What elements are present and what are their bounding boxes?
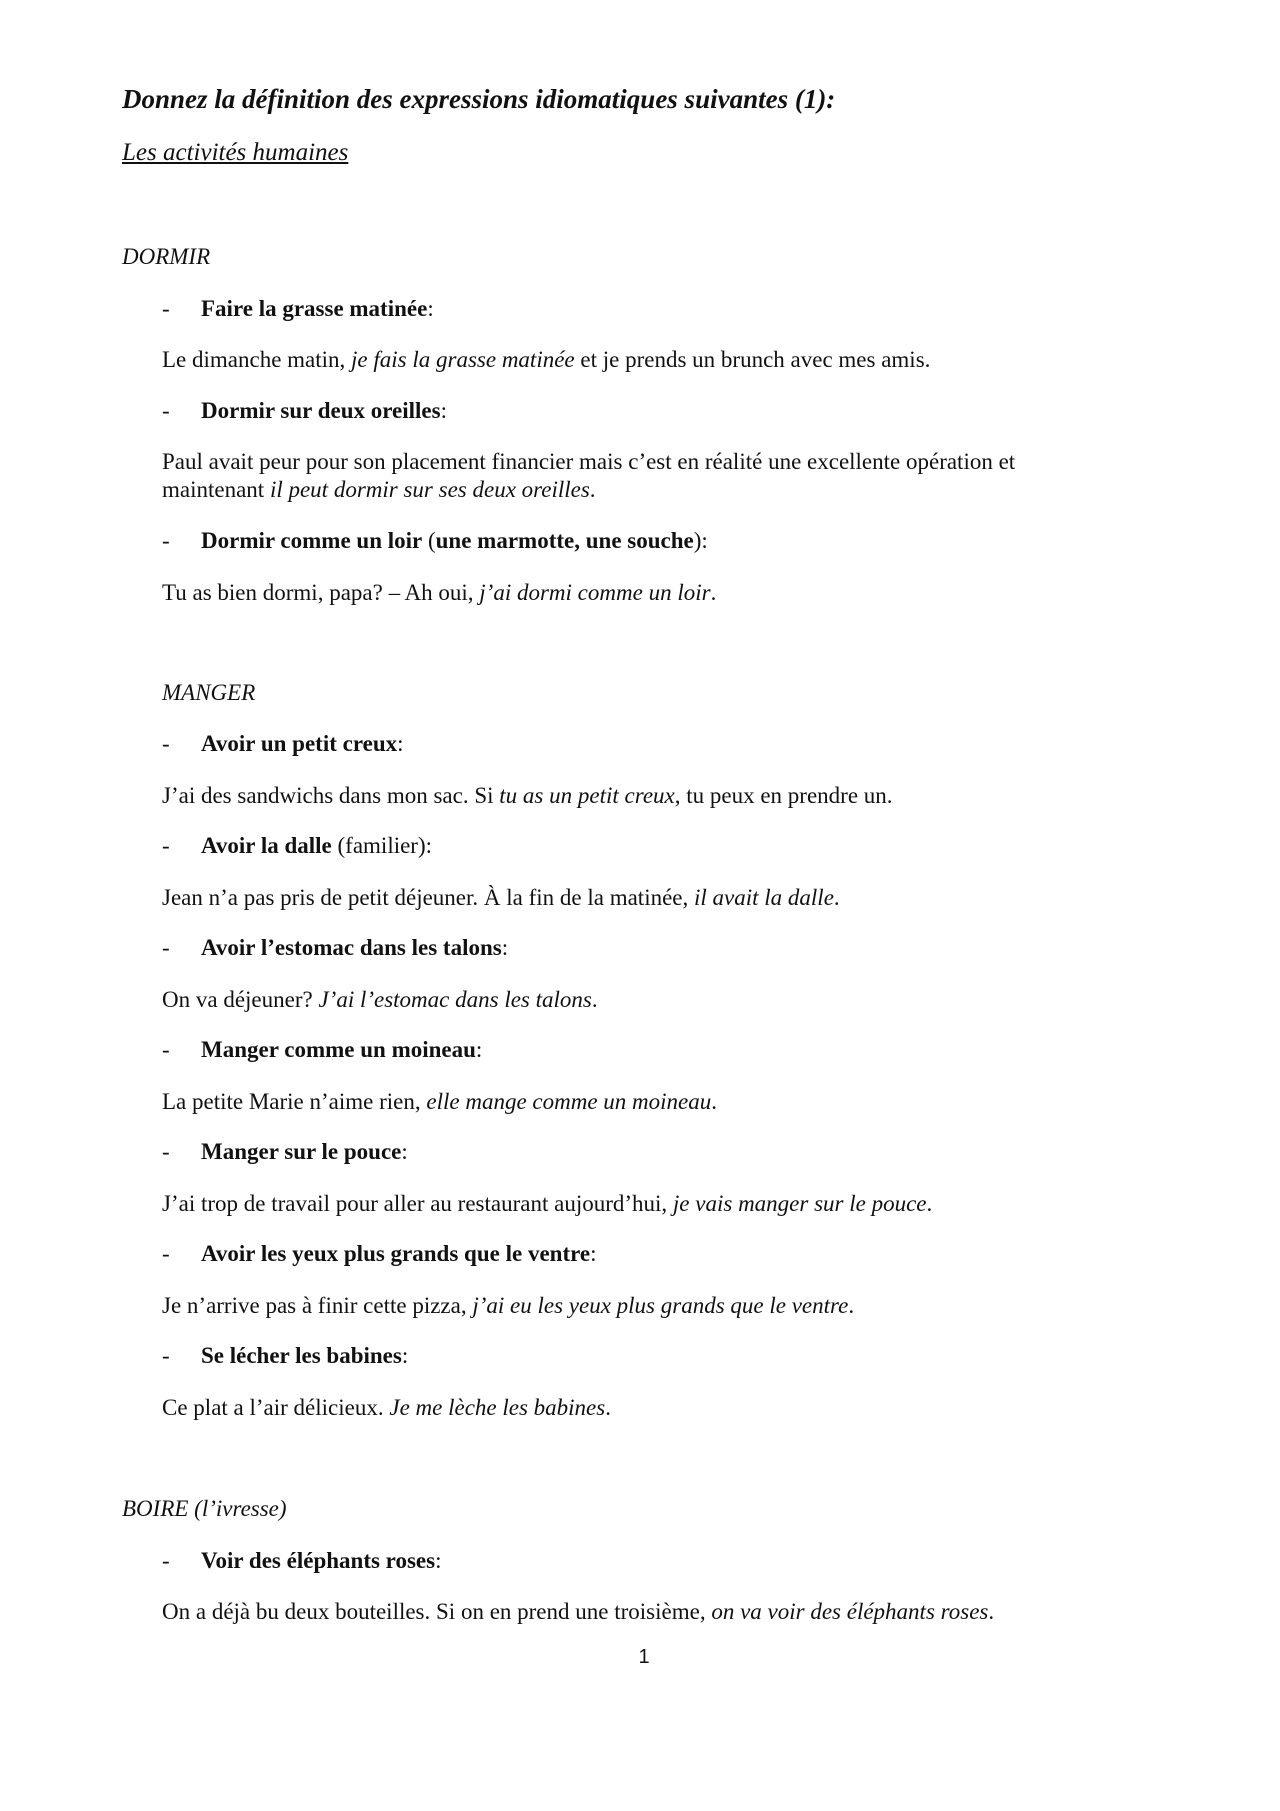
expression-suffix: :	[501, 935, 509, 960]
expression-suffix: :	[427, 296, 434, 321]
section-label-boire: BOIRE (l’ivresse)	[122, 1496, 287, 1521]
document-subtitle: Les activités humaines	[122, 139, 349, 166]
expression-term: Avoir les yeux plus grands que le ventre	[201, 1241, 591, 1266]
expression-suffix: (familier):	[331, 833, 433, 858]
section-label-manger: MANGER	[162, 680, 256, 705]
example-line: Paul avait peur pour son placement financier mais c’est en réalité une excellente opération et	[162, 449, 1016, 474]
idiom-highlight: il peut dormir sur ses deux oreilles	[269, 477, 590, 502]
bullet-dash: -	[162, 528, 170, 553]
bullet-dash: -	[162, 833, 170, 858]
section-label-dormir: DORMIR	[122, 244, 211, 269]
bullet-dash: -	[162, 731, 170, 756]
document-title: Donnez la définition des expressions idiomatiques suivantes (1):	[122, 84, 836, 114]
page-number: 1	[638, 1646, 650, 1668]
expression-suffix: ):	[693, 528, 708, 553]
expression-suffix: :	[401, 1343, 409, 1368]
idiom-highlight: elle mange comme un moineau	[426, 1089, 712, 1114]
bullet-dash: -	[162, 935, 170, 960]
expression-term: Dormir sur deux oreilles	[201, 398, 441, 423]
expression-term: Manger comme un moineau	[201, 1037, 476, 1062]
idiom-highlight: je vais manger sur le pouce	[672, 1191, 927, 1216]
expression-term: Faire la grasse matinée	[201, 296, 428, 321]
example-sentence: Ce plat a l’air délicieux. Je me lèche les babines.	[162, 1395, 611, 1420]
idiom-highlight: Je me lèche les babines	[389, 1395, 606, 1420]
idiom-highlight: j’ai eu les yeux plus grands que le ventre	[472, 1293, 849, 1318]
example-sentence: Tu as bien dormi, papa? – Ah oui, j’ai dormi comme un loir.	[162, 580, 717, 605]
bullet-dash: -	[162, 1241, 170, 1266]
expression-variants: une marmotte, une souche	[435, 528, 694, 553]
idiom-highlight: j’ai dormi comme un loir	[479, 580, 711, 605]
expression-term: Avoir un petit creux	[201, 731, 398, 756]
expression-term: Avoir la dalle	[201, 833, 332, 858]
expression-suffix: :	[590, 1241, 597, 1266]
example-sentence	[162, 448, 1015, 504]
example-sentence: Je n’arrive pas à finir cette pizza, j’ai eu les yeux plus grands que le ventre.	[162, 1293, 855, 1318]
example-sentence: Le dimanche matin, je fais la grasse matinée et je prends un brunch avec mes amis.	[162, 347, 931, 372]
expression-term: Dormir comme un loir	[201, 528, 423, 553]
expression-suffix: :	[401, 1139, 408, 1164]
example-sentence: On va déjeuner? J’ai l’estomac dans les talons.	[162, 987, 598, 1012]
idiom-highlight: tu as un petit creux	[499, 783, 675, 808]
expression-term: Voir des éléphants roses	[201, 1548, 436, 1573]
bullet-dash: -	[162, 296, 170, 321]
expression-suffix: :	[440, 398, 447, 423]
example-sentence: J’ai des sandwichs dans mon sac. Si tu as un petit creux, tu peux en prendre un.	[162, 783, 893, 808]
bullet-dash: -	[162, 1343, 170, 1368]
expression-term: Avoir l’estomac dans les talons	[201, 935, 502, 960]
example-sentence: J’ai trop de travail pour aller au restaurant aujourd’hui, je vais manger sur le pouce.	[162, 1191, 933, 1216]
expression-term: Manger sur le pouce	[201, 1139, 402, 1164]
idiom-highlight: on va voir des éléphants roses	[711, 1599, 989, 1624]
document-page: Donnez la définition des expressions idiomatiques suivantes (1): Les activités humaines DORMIR - Faire la grasse matinée: Le dimanche matin, je fais la grasse matinée et je prends un brunch avec mes amis. - Dormir sur deux oreilles: Paul avait peur pour son placement financier mais c’est en réalité une excellente opération et maintenant il peut dormir sur ses deux oreilles. - Dormir comme un loir (une marmotte, une souche): Tu as bien dormi, papa? – Ah oui, j’ai dormi comme un loir. MANGER - Avoir un petit creux: J’ai des sandwichs dans mon sac. Si tu as un petit creux, tu peux en prendre un. - Avoir la dalle (familier): Jean n’a pas pris de petit déjeuner. À la fin de la matinée, il avait la dalle. - Avoir l’estomac dans les talons: On va déjeuner? J’ai l’estomac dans les talons. - Manger comme un moineau: La petite Marie n’aime rien, elle mange comme un moineau. - Manger sur le pouce: J’ai trop de travail pour aller au restaurant aujourd’hui, je vais manger sur le pouce. - Avoir les yeux plus grands que le ventre: Je n’arrive pas à finir cette pizza, j’ai eu les yeux plus grands que le ventre. - Se lécher les babines: Ce plat a l’air délicieux. Je me lèche les babines. BOIRE (l’ivresse) - Voir des éléphants roses: On a déjà bu deux bouteilles. Si on en prend une troisième, on va voir des éléphants roses. 1	[122, 84, 1016, 1668]
bullet-dash: -	[162, 1548, 170, 1573]
example-line: maintenant il peut dormir sur ses deux oreilles.	[162, 477, 596, 502]
idiom-highlight: J’ai l’estomac dans les talons	[318, 987, 592, 1012]
bullet-dash: -	[162, 398, 170, 423]
example-sentence: Jean n’a pas pris de petit déjeuner. À la fin de la matinée, il avait la dalle.	[162, 885, 840, 910]
idiom-highlight: je fais la grasse matinée	[351, 347, 575, 372]
example-sentence: La petite Marie n’aime rien, elle mange comme un moineau.	[162, 1089, 718, 1114]
idiom-highlight: il avait la dalle	[694, 885, 834, 910]
bullet-dash: -	[162, 1037, 170, 1062]
expression-term: Se lécher les babines	[201, 1343, 402, 1368]
expression-suffix: :	[435, 1548, 442, 1573]
expression-suffix: :	[475, 1037, 483, 1062]
expression-suffix: :	[397, 731, 404, 756]
bullet-dash: -	[162, 1139, 170, 1164]
example-sentence: On a déjà bu deux bouteilles. Si on en prend une troisième, on va voir des éléphants roses.	[162, 1599, 995, 1624]
